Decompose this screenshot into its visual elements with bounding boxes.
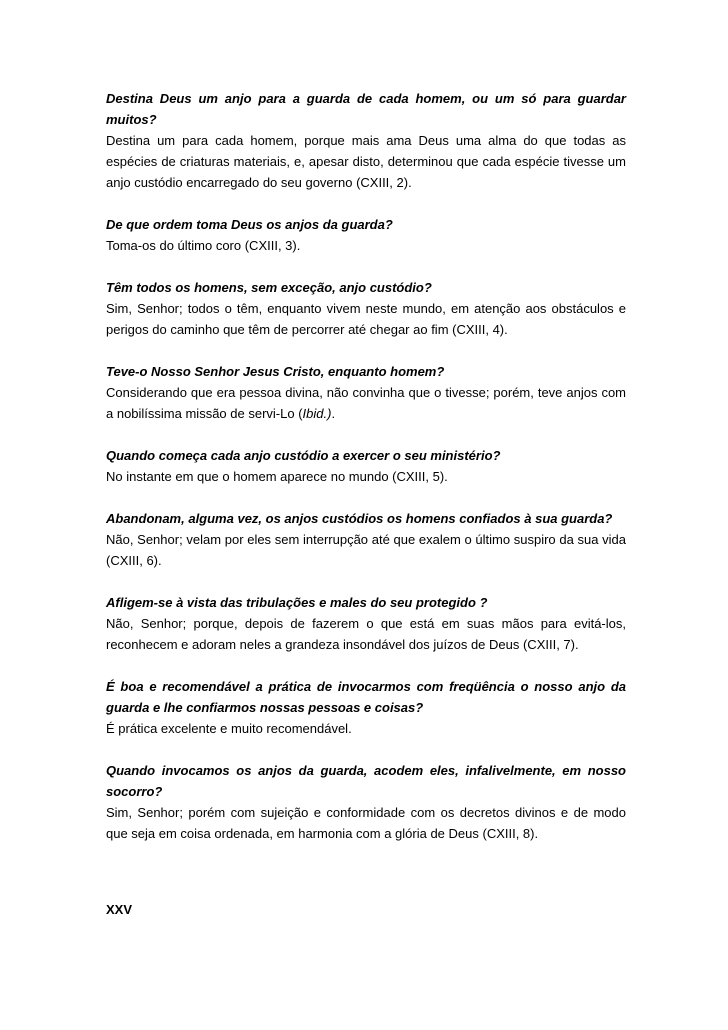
answer: Sim, Senhor; porém com sujeição e conformidade com os decretos divinos e de modo que seja em coisa ordenada, em harmonia com a glória de Deus (CXIII, 8).: [106, 805, 626, 841]
answer: É prática excelente e muito recomendável.: [106, 721, 352, 736]
qa-item: [106, 88, 626, 193]
answer-reference-italic: Ibid.): [302, 406, 332, 421]
answer-text: Considerando que era pessoa divina, não convinha que o tivesse; porém, teve anjos com a nobilíssima missão de servi-Lo (: [106, 385, 626, 421]
answer-text-end: .: [331, 406, 336, 421]
question: Abandonam, alguma vez, os anjos custódios os homens confiados à sua guarda?: [106, 511, 613, 526]
qa-item: [106, 214, 626, 256]
qa-item: [106, 445, 626, 487]
qa-item: [106, 361, 626, 424]
question: Têm todos os homens, sem exceção, anjo custódio?: [106, 280, 432, 295]
question: Destina Deus um anjo para a guarda de cada homem, ou um só para guardar muitos?: [106, 91, 626, 127]
question: Quando começa cada anjo custódio a exercer o seu ministério?: [106, 448, 501, 463]
qa-item: [106, 592, 626, 655]
page-number: XXV: [106, 902, 133, 917]
question: É boa e recomendável a prática de invocarmos com freqüência o nosso anjo da guarda e lhe confiarmos nossas pessoas e coisas?: [106, 679, 626, 715]
question: Teve-o Nosso Senhor Jesus Cristo, enquanto homem?: [106, 364, 445, 379]
answer: Destina um para cada homem, porque mais ama Deus uma alma do que todas as espécies de criaturas materiais, e, apesar disto, determinou que cada espécie tivesse um anjo custódio encarregado do seu governo (CXIII, 2).: [106, 133, 626, 190]
question: Afligem-se à vista das tribulações e males do seu protegido ?: [106, 595, 488, 610]
document-body: [106, 88, 626, 865]
answer: Toma-os do último coro (CXIII, 3).: [106, 238, 301, 253]
qa-item: [106, 277, 626, 340]
question: De que ordem toma Deus os anjos da guarda?: [106, 217, 393, 232]
answer: Não, Senhor; velam por eles sem interrupção até que exalem o último suspiro da sua vida (CXIII, 6).: [106, 532, 626, 568]
answer: Sim, Senhor; todos o têm, enquanto vivem neste mundo, em atenção aos obstáculos e perigos do caminho que têm de percorrer até chegar ao fim (CXIII, 4).: [106, 301, 626, 337]
qa-item: [106, 676, 626, 739]
question: Quando invocamos os anjos da guarda, acodem eles, infalivelmente, em nosso socorro?: [106, 763, 626, 799]
answer: Não, Senhor; porque, depois de fazerem o que está em suas mãos para evitá-los, reconhecem e adoram neles a grandeza insondável dos juízos de Deus (CXIII, 7).: [106, 616, 626, 652]
qa-item: [106, 508, 626, 571]
qa-item: [106, 760, 626, 844]
answer: No instante em que o homem aparece no mundo (CXIII, 5).: [106, 469, 448, 484]
answer: [106, 382, 626, 424]
